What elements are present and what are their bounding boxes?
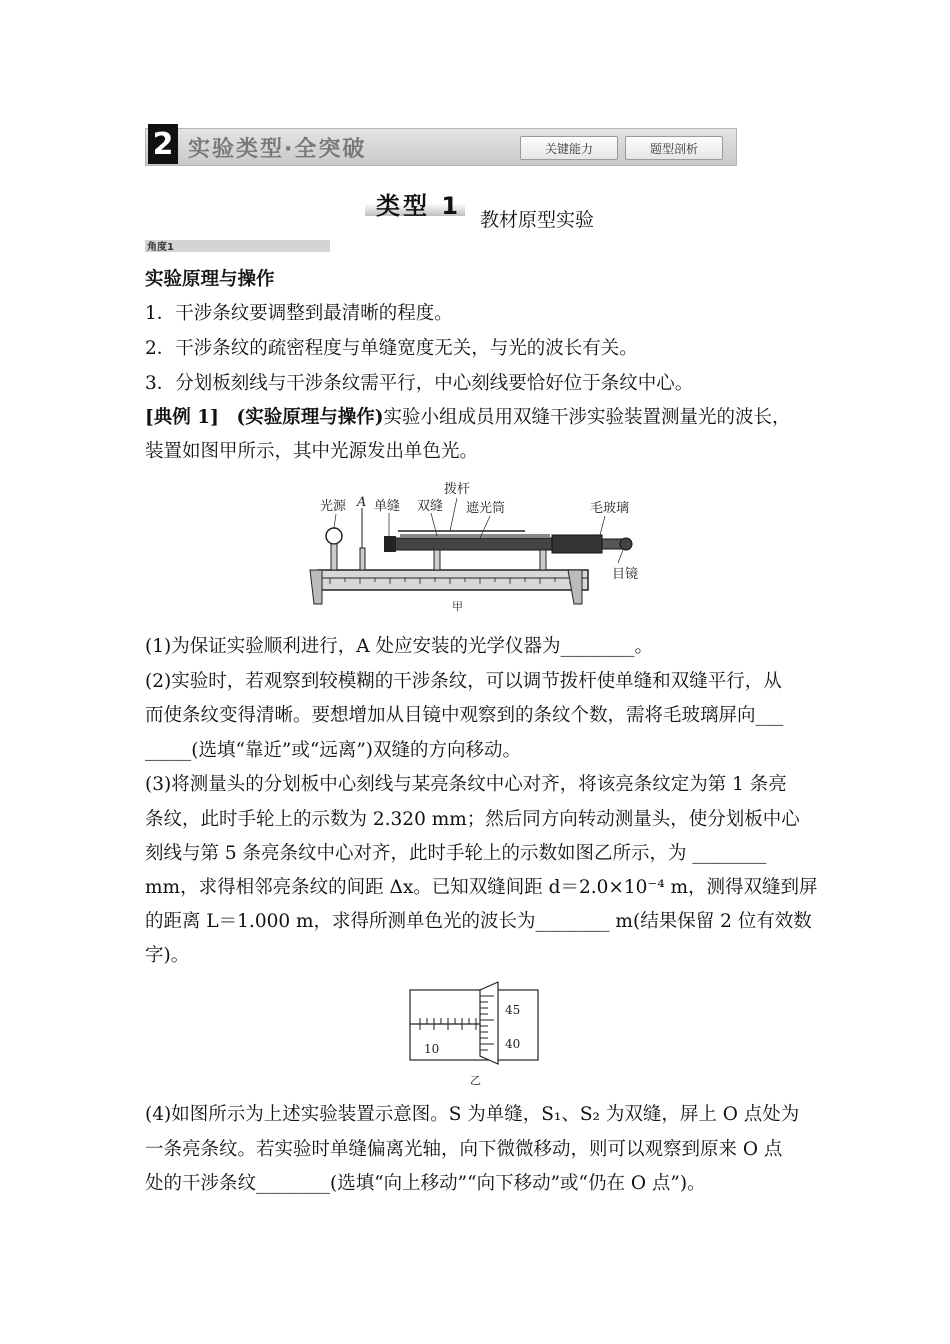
thimble-label-40: 40 [505, 1037, 521, 1051]
point-1: 1．干涉条纹要调整到最清晰的程度。 [145, 303, 453, 324]
question-2-line-1: (2)实验时，若观察到较模糊的干涉条纹，可以调节拨杆使单缝和双缝平行，从 [145, 671, 782, 692]
caption-b: 乙 [470, 1074, 481, 1087]
question-1: (1)为保证实验顺利进行，A 处应安装的光学仪器为________。 [145, 636, 653, 657]
section-number: 2 [148, 124, 178, 164]
question-3-line-6: 字)。 [145, 945, 190, 966]
question-2-line-3: _____(选填“靠近”或“远离”)双缝的方向移动。 [145, 740, 522, 761]
principle-heading: 实验原理与操作 [145, 269, 275, 290]
label-light-source: 光源 [320, 499, 347, 514]
question-3-line-3: 刻线与第 5 条亮条纹中心对齐，此时手轮上的示数如图乙所示，为 ________ [145, 843, 767, 864]
question-3-line-5: 的距离 L＝1.000 m，求得所测单色光的波长为________ m(结果保留 2 位有效数 [145, 911, 812, 932]
question-4-line-1: (4)如图所示为上述实验装置示意图。S 为单缝，S₁、S₂ 为双缝，屏上 O 点处为 [145, 1104, 800, 1125]
lamp-stand [331, 544, 337, 570]
example-line-2: 装置如图甲所示，其中光源发出单色光。 [145, 441, 479, 462]
question-3-line-4: mm，求得相邻亮条纹的间距 Δx。已知双缝间距 d＝2.0×10⁻⁴ m，测得双缝到屏 [145, 877, 818, 898]
eyepiece-tube [602, 539, 622, 549]
question-4-line-2: 一条亮条纹。若实验时单缝偏离光轴，向下微微移动，则可以观察到原来 O 点 [145, 1139, 783, 1160]
light-shield-tube [392, 538, 552, 550]
question-4-line-3: 处的干涉条纹________(选填“向上移动”“向下移动”或“仍在 O 点”)。 [145, 1173, 706, 1194]
example-line-1 [145, 406, 791, 430]
example-text: 实验小组成员用双缝干涉实验装置测量光的波长， [383, 407, 791, 428]
label-eyepiece: 目镜 [612, 567, 639, 582]
apparatus-figure [300, 478, 660, 618]
question-analysis-button[interactable]: 题型剖析 [625, 136, 723, 160]
optical-bench-rail [318, 570, 588, 590]
main-scale-label-10: 10 [424, 1042, 440, 1056]
question-3-line-1: (3)将测量头的分划板中心刻线与某亮条纹中心对齐，将该亮条纹定为第 1 条亮 [145, 774, 787, 795]
point-3: 3．分划板刻线与干涉条纹需平行，中心刻线要恰好位于条纹中心。 [145, 373, 694, 394]
label-a: A [357, 495, 367, 510]
caption-a: 甲 [452, 600, 463, 613]
rail-leg-left [310, 570, 322, 604]
angle-label: 角度1 [147, 242, 174, 253]
question-3-line-2: 条纹，此时手轮上的示数为 2.320 mm；然后同方向转动测量头，使分划板中心 [145, 809, 800, 830]
type-label: 类型 1 [376, 192, 462, 220]
label-lever: 拨杆 [444, 482, 471, 497]
micrometer-figure [408, 978, 543, 1088]
example-tag: [典例 1] [145, 407, 219, 428]
measuring-head [552, 535, 602, 553]
example-topic: (实验原理与操作) [236, 407, 384, 428]
key-ability-button[interactable]: 关键能力 [520, 136, 618, 160]
thimble-edge [480, 982, 498, 1064]
point-2: 2．干涉条纹的疏密程度与单缝宽度无关，与光的波长有关。 [145, 338, 638, 359]
label-screen: 毛玻璃 [590, 501, 630, 516]
single-slit-holder [384, 536, 396, 552]
lamp-bulb-icon [326, 528, 342, 544]
label-double-slit: 双缝 [417, 499, 444, 514]
holder-a [360, 548, 365, 570]
section-title-banner: 实验类型·全突破 [188, 137, 367, 162]
label-tube: 遮光筒 [466, 501, 506, 516]
thimble-label-45: 45 [505, 1003, 521, 1017]
label-single-slit: 单缝 [374, 499, 401, 514]
question-2-line-2: 而使条纹变得清晰。要想增加从目镜中观察到的条纹个数，需将毛玻璃屏向___ [145, 705, 784, 726]
type-subtitle: 教材原型实验 [480, 209, 595, 231]
